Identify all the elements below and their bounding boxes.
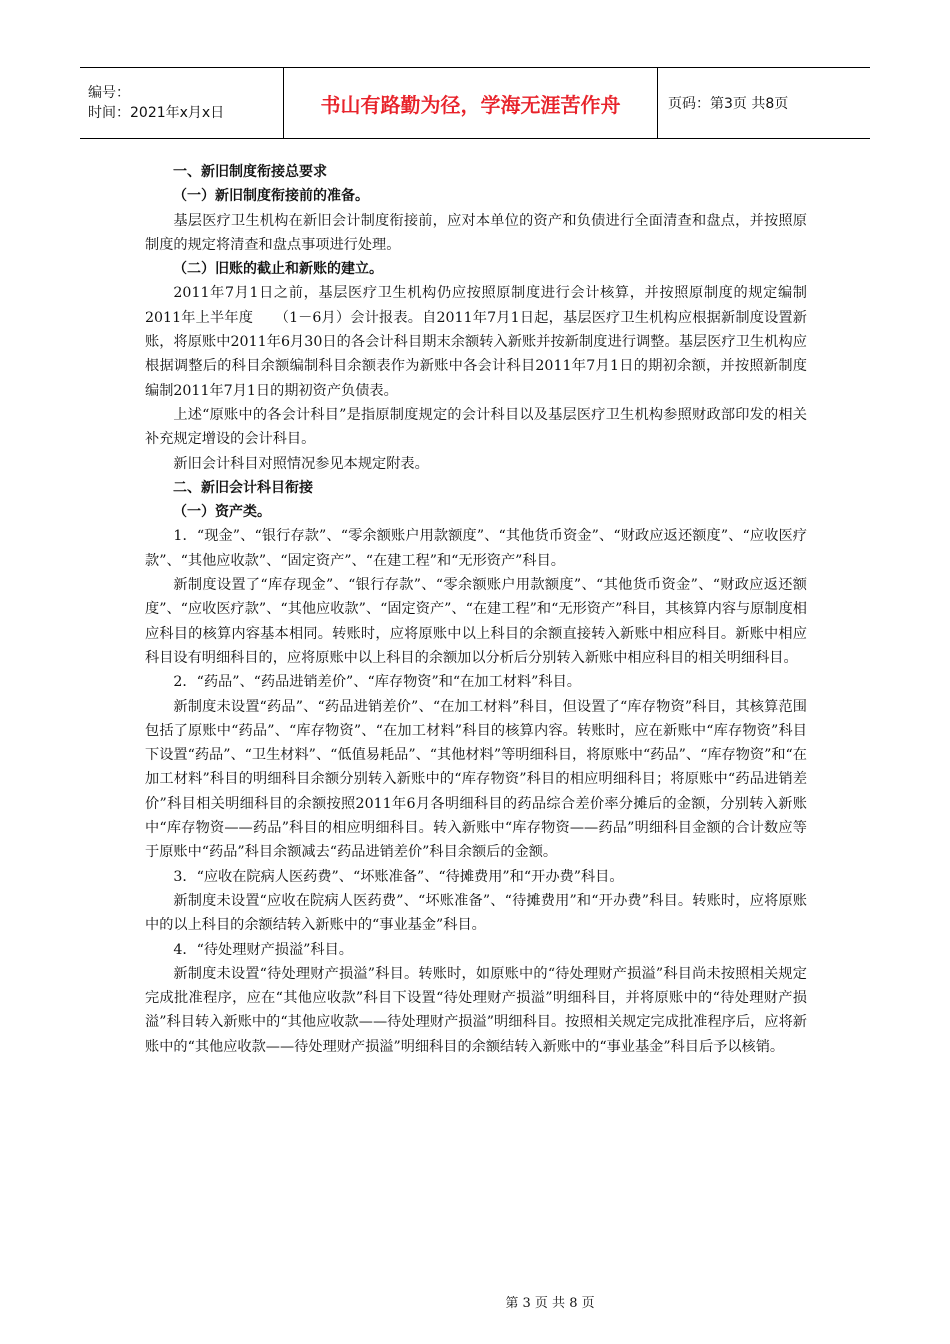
paragraph: 新制度未设置“应收在院病人医药费”、“坏账准备”、“待摊费用”和“开办费”科目。转账时，应将原账中的以上科目的余额结转入新账中的“事业基金”科目。: [145, 892, 807, 934]
paragraph: 新制度未设置“药品”、“药品进销差价”、“在加工材料”科目，但设置了“库存物资”科目，其核算范围包括了原账中“药品”、“库存物资”、“在加工材料”科目的核算内容。转账时，应在新账中“库存物资”科目下设置“药品”、“卫生材料”、“低值易耗品”、“其他材料”等明细科目，将原账中“药品”、“库存物资”和“在加工材料”科目的明细科目余额分别转入新账中的“库存物资”科目的相应明细科目；将原账中“药品进销差价”科目相关明细科目的余额按照2011年6月各明细科目的药品综合差价率分摊后的金额，分别转入新账中“库存物资——药品”科目的相应明细科目。转入新账中“库存物资——药品”明细科目金额的合计数应等于原账中“药品”科目余额减去“药品进销差价”科目余额后的金额。: [145, 698, 808, 861]
paragraph: 3．“应收在院病人医药费”、“坏账准备”、“待摊费用”和“开办费”科目。: [173, 868, 624, 885]
subsection-heading: （一）资产类。: [173, 504, 271, 521]
paragraph: 4．“待处理财产损溢”科目。: [173, 941, 353, 958]
paragraph: 上述“原账中的各会计科目”是指原制度规定的会计科目以及基层医疗卫生机构参照财政部印发的相关补充规定增设的会计科目。: [145, 406, 807, 448]
page-footer: 第 3 页 共 8 页: [505, 1296, 595, 1311]
header-motto: 书山有路勤为径，学海无涯苦作舟: [283, 68, 658, 138]
paragraph: 新制度设置了“库存现金”、“银行存款”、“零余额账户用款额度”、“其他货币资金”、“财政应返还额度”、“应收医疗款”、“其他应收款”、“固定资产”、“在建工程”和“无形资产”科目，其核算内容与原制度相应科目的核算内容基本相同。转账时，应将原账中以上科目的余额直接转入新账中相应科目。新账中相应科目设有明细科目的，应将原账中以上科目的余额加以分析后分别转入新账中相应科目的相关明细科目。: [145, 577, 807, 666]
section-heading: 一、新旧制度衔接总要求: [173, 164, 327, 180]
paragraph: 2011年7月1日之前，基层医疗卫生机构仍应按照原制度进行会计核算，并按照原制度的规定编制2011年上半年度 （1－6月）会计报表。自2011年7月1日起，基层医疗卫生机构应根据新制度设置新账，将原账中2011年6月30日的各会计科目期末余额转入新账并按新制度进行调整。基层医疗卫生机构应根据调整后的科目余额编制科目余额表作为新账中各会计科目2011年7月1日的期初余额，并按照新制度编制2011年7月1日的期初资产负债表。: [145, 285, 807, 399]
paragraph: 1．“现金”、“银行存款”、“零余额账户用款额度”、“其他货币资金”、“财政应返还额度”、“应收医疗款”、“其他应收款”、“固定资产”、“在建工程”和“无形资产”科目。: [145, 528, 807, 569]
header-meta: [80, 68, 283, 138]
document-number-label: 编号：: [88, 85, 130, 101]
document-date-label: 时间：2021年x月x日: [88, 105, 225, 121]
document-body: [145, 160, 807, 1059]
header-page-info: 页码：第3页 共8页: [668, 96, 789, 112]
section-heading: 二、新旧会计科目衔接: [173, 479, 313, 496]
subsection-heading: （一）新旧制度衔接前的准备。: [173, 188, 369, 205]
subsection-heading: （二）旧账的截止和新账的建立。: [173, 261, 383, 278]
paragraph: 新旧会计科目对照情况参见本规定附表。: [173, 455, 429, 472]
paragraph: 2．“药品”、“药品进销差价”、“库存物资”和“在加工材料”科目。: [173, 674, 581, 691]
document-header: [80, 67, 870, 139]
paragraph: 基层医疗卫生机构在新旧会计制度衔接前，应对本单位的资产和负债进行全面清查和盘点，并按照原制度的规定将清查和盘点事项进行处理。: [145, 212, 807, 253]
paragraph: 新制度未设置“待处理财产损溢”科目。转账时，如原账中的“待处理财产损溢”科目尚未按照相关规定完成批准程序，应在“其他应收款”科目下设置“待处理财产损溢”明细科目，并将原账中的“待处理财产损溢”科目转入新账中的“其他应收款——待处理财产损溢”明细科目。按照相关规定完成批准程序后，应将新账中的“其他应收款——待处理财产损溢”明细科目的余额结转入新账中的“事业基金”科目后予以核销。: [145, 965, 807, 1055]
